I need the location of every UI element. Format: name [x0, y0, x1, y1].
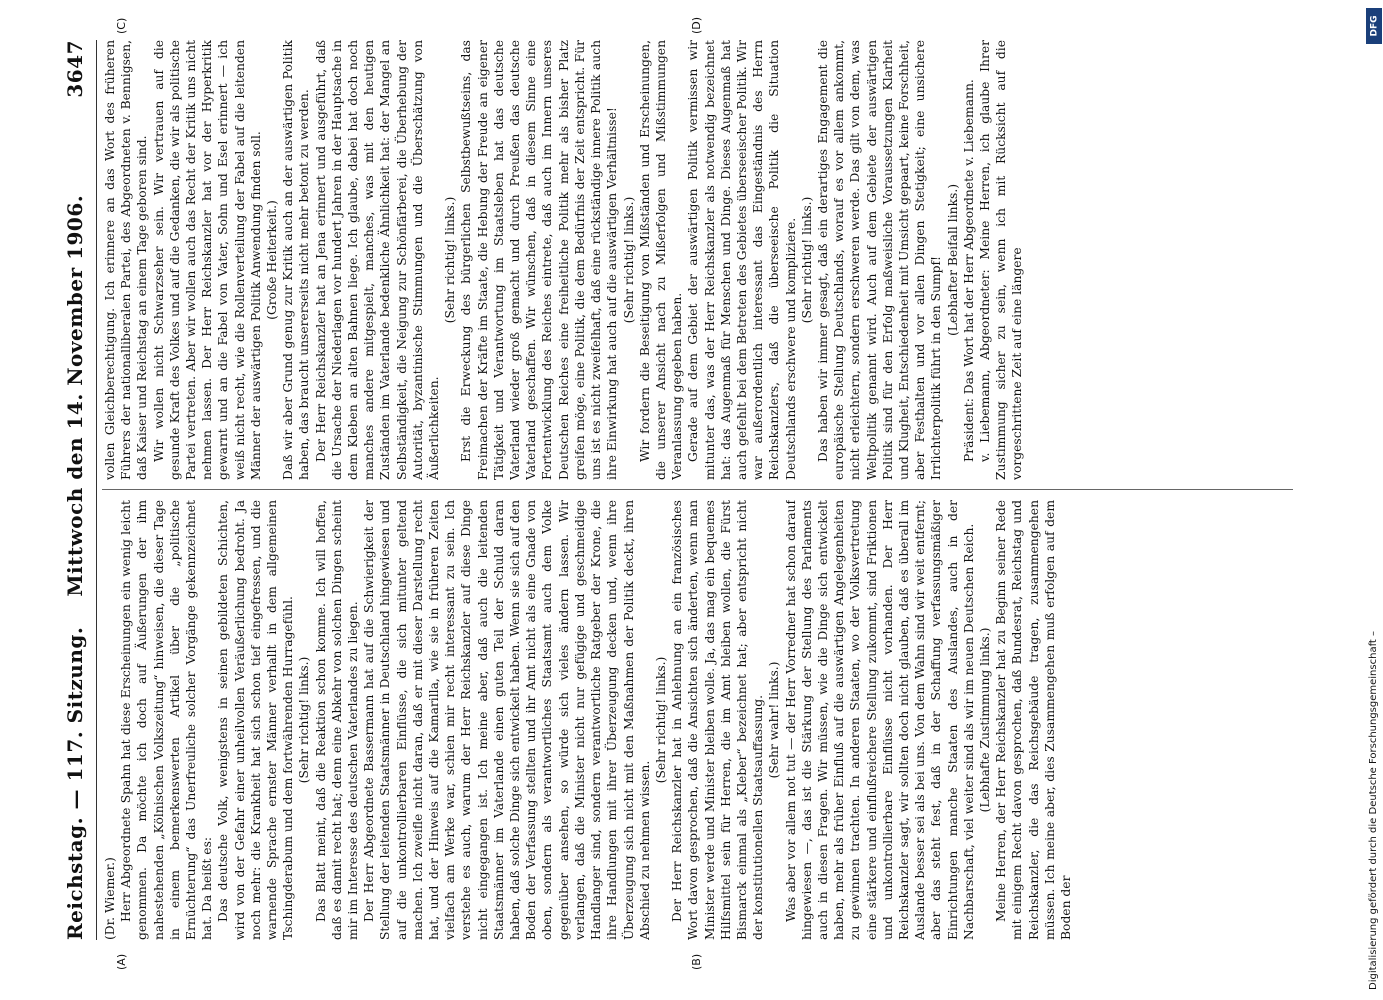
paragraph: (Dr. Wiemer.): [103, 857, 117, 940]
paragraph: Daß wir aber Grund genug zur Kritik auch an der auswärtigen Politik haben, das braucht unsererseits nicht mehr betont zu werden.: [281, 40, 312, 480]
margin-marker-a: (A): [115, 953, 128, 970]
interjection: (Sehr richtig! links.): [443, 196, 458, 324]
paragraph: Das haben wir immer gesagt, daß ein derartiges Engagement die europäische Stellung Deutschlands, worauf es vor allem ankommt, nicht erleichtern, sondern erschweren werde. Das gilt von dem, was Weltpolitik genannt wird. Auch auf dem Gebiete der auswärtigen Politik sind für den Erfolg maßweisliche Voraussetzungen Klarheit und Klugheit, Entschiedenheit mit Umsicht gepaart, keine Forschheit, aber Festhalten und vor allen Dingen Stetigkeit; eine unsichere Irrlichterpolitik führt in den Sumpf!: [815, 40, 944, 480]
paragraph: Wir fordern die Beseitigung von Mißständen und Erscheinungen, die unserer Ansicht nach zu Mißerfolgen und Mißstimmungen Veranlassung gegeben haben.: [637, 40, 685, 480]
paragraph: Meine Herren, der Herr Reichskanzler hat zu Beginn seiner Rede mit einigem Recht davon gesprochen, daß Bundesrat, Reichstag und Reichskanzler, die das Reichsgebäude tragen, zusammengehen müssen. Ich meine aber, dies Zusammengehen muß erfolgen auf dem Boden der: [994, 500, 1073, 940]
paragraph: v. Liebemann, Abgeordneter: Meine Herren, ich glaube Ihrer Zustimmung sicher zu sein, wenn ich mit Rücksicht auf die vorgeschrittene Zeit auf eine längere: [977, 40, 1025, 480]
paragraph: Der Herr Reichskanzler hat an Jena erinnert und ausgeführt, daß die Ursache der Niederlagen vor hundert Jahren in der Hauptsache in dem Kleben an alten Bahnen liege. Ich glaube, dabei hat doch noch manches andere mitgespielt, manches, was mit den heutigen Zuständen im Vaterlande bedenkliche Ähnlichkeit hat: der Mangel an Selbständigkeit, die Neigung zur Schönfärberei, die Überhebung der Autorität, byzantinische Stimmungen und die Überschätzung von Äußerlichkeiten.: [313, 40, 442, 480]
interjection: (Sehr richtig! links.): [653, 656, 668, 784]
margin-marker-d: (D): [690, 16, 703, 34]
interjection: (Sehr wahr! links.): [767, 661, 782, 779]
paragraph: Der Herr Reichskanzler hat in Anlehnung an ein französisches Wort davon gesprochen, daß die Ansichten sich änderten, wenn man Minister werde und Minister bleiben wolle. Ja, das mag ein bequemes Hilfsmittel sein für Herren, die im Amt bleiben wollen, die Fürst Bismarck einmal als „Kleber“ bezeichnet hat; aber entspricht nicht der konstitutionellen Staatsauffassung.: [670, 500, 766, 940]
margin-marker-b: (B): [690, 953, 703, 970]
paragraph: Was aber vor allem not tut — der Herr Vorredner hat schon darauf hingewiesen —, das ist die Stärkung der Stellung des Parlaments auch in diesen Fragen. Wir müssen, wie die Dinge sich entwickelt haben, mehr als früher Einfluß auf die auswärtigen Angelegenheiten zu gewinnen trachten. In anderen Staaten, wo der Volksvertretung eine stärkere und einflußreichere Stellung zukommt, sind Friktionen und unkontrollierbare Einflüsse nicht vorhanden. Der Herr Reichskanzler sagt, wir sollten doch nicht glauben, daß es überall im Auslande besser sei als bei uns. Von dem Wahn sind wir weit entfernt; aber das steht fest, daß in der Schaffung verfassungsmäßiger Einrichtungen manche Staaten des Auslandes, auch in der Nachbarschaft, viel weiter sind als wir im neuen Deutschen Reich.: [783, 500, 976, 940]
interjection: (Lebhafte Zustimmung links.): [977, 627, 992, 813]
paragraph: Erst die Erweckung des bürgerlichen Selbstbewußtseins, das Freimachen der Kräfte im Staate, die Hebung der Freude an eigener Tätigkeit und Verantwortung im Staatsleben hat das deutsche Vaterland wieder groß gemacht und durch Preußen das deutsche Vaterland geschaffen. Wir wünschen, daß in diesem Sinne eine Fortentwicklung des Reiches eintrete, daß auch im Innern unseres Deutschen Reiches eine freiheitliche Politik mehr als bisher Platz greifen möge, eine Politik, die dem Bedürfnis der Zeit entspricht. Für uns ist es nicht zweifelhaft, daß eine rückständige innere Politik auch ihre Einwirkung hat auch auf die auswärtigen Verhältnisse!: [459, 40, 620, 480]
header-rule: [96, 40, 97, 940]
paragraph: Gerade auf dem Gebiet der auswärtigen Politik vermissen wir mitunter das, was der Herr Reichskanzler als notwendig bezeichnet hat: das Augenmaß für Menschen und Dinge. Dieses Augenmaß hat auch gefehlt bei dem Betreten des Gebietes überseeischer Politik. Wir war außerordentlich interessant das Eingeständnis des Herrn Reichskanzlers, daß die überseeische Politik die Situation Deutschlands erschwere und kompliziere.: [686, 40, 798, 480]
interjection: (Sehr richtig! links.): [621, 196, 636, 324]
header-date: Mittwoch den 14. November 1906.: [63, 194, 87, 597]
dfg-badge-label: DFG: [1369, 15, 1380, 37]
interjection: (Große Heiterkeit.): [265, 200, 280, 320]
left-column: [102, 500, 1293, 940]
column-separator: [102, 489, 1293, 490]
paragraph: vollen Gleichberechtigung. Ich erinnere an das Wort des früheren Führers der nationalliberalen Partei, des Abgeordneten v. Bennigsen, daß Kaiser und Reichstag an einem Tage geboren sind.: [103, 40, 150, 480]
interjection: (Lebhafter Beifall links.): [945, 183, 960, 337]
interjection: (Sehr richtig! links.): [297, 656, 312, 784]
paragraph: Wir wollen nicht Schwarzseher sein. Wir vertrauen auf die gesunde Kraft des Volkes und auf die Gedanken, die wir als politische Partei vertreten. Aber wir wollen auch das Recht der Kritik uns nicht nehmen lassen. Der Herr Reichskanzler hat vor der Hyperkritik gewarnt und an die Fabel von Vater, Sohn und Esel erinnert — ich weiß nicht recht, wie die Rollenverteilung der Fabel auf die leitenden Männer der auswärtigen Politik Anwendung finden soll.: [151, 40, 263, 480]
interjection: (Sehr richtig! links.): [799, 196, 814, 324]
paragraph: Der Herr Abgeordnete Bassermann hat auf die Schwierigkeit der Stellung der leitenden Staatsmänner in Deutschland hingewiesen und auf die unkontrollierbaren Einflüsse, die sich mitunter geltend machen. Ich zweifle nicht daran, daß er mit dieser Darstellung recht hat, und der Hinweis auf die Kamarilla, wie sie in früheren Zeiten vielfach am Werke war, schien mir recht interessant zu sein. Ich verstehe es auch, warum der Herr Reichskanzler auf diese Dinge nicht eingegangen ist. Ich meine aber, daß auch die leitenden Staatsmänner im Vaterlande einen guten Teil der Schuld daran haben, daß solche Dinge sich entwickelt haben. Wenn sie sich auf den Boden der Verfassung stellten und ihr Amt nicht als eine Gnade von oben, sondern als verantwortliches Staatsamt auch dem Volke gegenüber ansehen, so würde sich vieles ändern lassen. Wir verlangen, daß die Minister nicht nur gefügige und geschmeidige Handlanger sind, sondern verantwortliche Ratgeber der Krone, die ihre Handlungen mit ihrer Überzeugung decken und, wenn ihre Überzeugung sich nicht mit den Maßnahmen der Politik deckt, ihren Abschied zu nehmen wissen.: [362, 500, 652, 940]
page-number: 3647: [63, 40, 87, 98]
paragraph: Das Blatt meint, daß die Reaktion schon komme. Ich will hoffen, daß es damit recht hat; denn eine Abkehr von solchen Dingen scheint mir im Interesse des deutschen Vaterlandes zu liegen.: [313, 500, 361, 940]
paragraph: Das deutsche Volk, wenigstens in seinen gebildeten Schichten, wird von der Gefahr einer unheilvollen Veräußerlichung bedroht. Ja noch mehr: die Krankheit hat sich schon tief eingefressen, und die warnende Sprache ernster Männer verhallt in dem allgemeinen Tschingderabum und dem fortwährenden Hurragefühl.: [216, 500, 296, 940]
page-header: [55, 40, 95, 940]
right-column: [102, 40, 1293, 480]
digitization-note: Digitalisierung gefördert durch die Deutsche Forschungsgemeinschaft –: [1368, 630, 1379, 990]
paragraph: Präsident: Das Wort hat der Herr Abgeordnete v. Liebemann.: [961, 79, 976, 462]
header-section: Reichstag. — 117. Sitzung.: [63, 626, 87, 940]
paragraph: Herr Abgeordnete Spahn hat diese Erscheinungen ein wenig leicht genommen. Da möchte ich doch auf Äußerungen der ihm nahestehenden „Kölnischen Volkszeitung“ hinweisen, die dieser Tage in einem bemerkenswerten Artikel über die „politische Ernüchterung“ das Unerfreuliche solcher Vorgänge gekennzeichnet hat. Da heißt es:: [119, 500, 215, 940]
margin-marker-c: (C): [115, 17, 128, 34]
